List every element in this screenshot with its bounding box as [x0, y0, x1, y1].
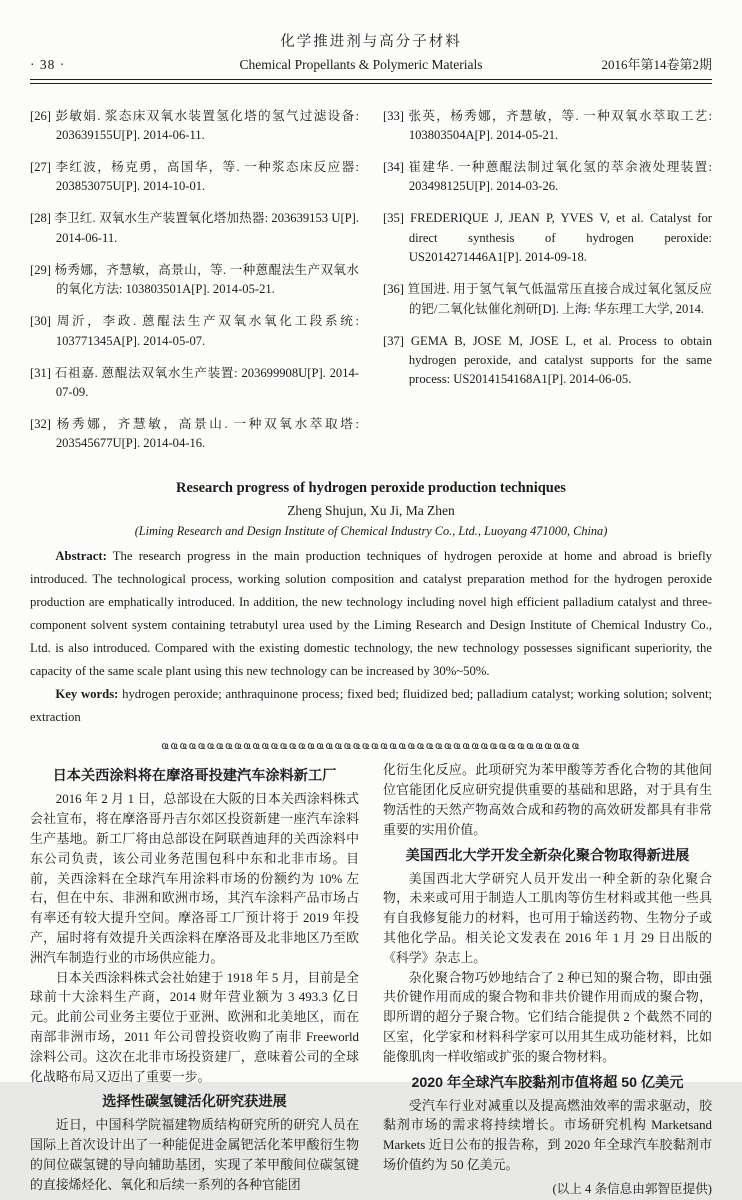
article-title-en: Research progress of hydrogen peroxide production techniques [176, 480, 566, 497]
news-credit-line: (以上 4 条信息由郭智臣提供) [552, 1181, 712, 1196]
keywords-label: Key words: [55, 687, 119, 702]
reference-item-36: [36] 笪国进. 用于氢气氧气低温常压直接合成过氧化氢反应的钯/二氧化钛催化剂研[D]. 上海: 华东理工大学, 2014. [383, 282, 712, 316]
news-headline-ch-bond-activation: 选择性碳氢键活化研究获进展 [102, 1094, 287, 1111]
news-paragraph: 2016 年 2 月 1 日，总部设在大阪的日本关西涂料株式会社宣布，将在摩洛哥丹吉尔郊区投资新建一座汽车涂料生产基地。新工厂将由总部设在阿联酋迪拜的关西涂料中东公司负责，该公司业务范围包科中东和北非市场。目前，关西涂料在全球汽车用涂料市场的份额约为 10% 左右，但在中东、非洲和欧洲市场，其汽车涂料产品市场占有率还有较大提升空间。摩洛哥工厂预计将于 2019 年投产，届时将有效提升关西涂料在摩洛哥及北非地区乃至欧洲汽车制造行业的市场供应能力。 [30, 792, 359, 965]
reference-item-33: [33] 张英，杨秀娜，齐慧敏，等. 一种双氧水萃取工艺: 103803504A[P]. 2014-05-21. [383, 108, 712, 142]
keywords-text: hydrogen peroxide; anthraquinone process; fixed bed; fluidized bed; palladium catalyst; working solution; solvent; extraction [30, 687, 712, 725]
reference-item-28: [28] 李卫红. 双氧水生产装置氧化塔加热器: 203639153 U[P]. 2014-06-11. [30, 211, 359, 245]
article-affiliation-en: (Liming Research and Design Institute of Chemical Industry Co., Ltd., Luoyang 471000, China) [134, 524, 608, 539]
journal-title-cn: 化学推进剂与高分子材料 [280, 34, 462, 50]
news-paragraph-continued: 化衍生化反应。此项研究为苯甲酸等芳香化合物的其他间位官能团化反应研究提供重要的基础和思路，对于具有生物活性的天然产物高效合成和药物的高效研发都具有非常重要的实用价值。 [383, 763, 712, 837]
references-right-column [383, 94, 712, 466]
reference-item-35: [35] FREDERIQUE J, JEAN P, YVES V, et al. Catalyst for direct synthesis of hydrogen peroxide: US2014271446A1[P]. 2014-09-18. [383, 211, 712, 265]
reference-item-32: [32] 杨秀娜，齐慧敏，高景山. 一种双氧水萃取塔: 203545677U[P]. 2014-04-16. [30, 417, 359, 451]
reference-item-37: [37] GEMA B, JOSE M, JOSE L, et al. Process to obtain hydrogen peroxide, and catalyst supports for the same process: US2014154168A1[P]. 2014-06-05. [383, 333, 712, 387]
page-number: · 38 · [30, 57, 66, 72]
references-section [30, 94, 712, 466]
header-divider [30, 79, 712, 84]
news-headline-adhesive-market: 2020 年全球汽车胶黏剂市值将超 50 亿美元 [411, 1074, 684, 1091]
news-headline-hybrid-polymer: 美国西北大学开发全新杂化聚合物取得新进展 [405, 847, 690, 864]
keywords-paragraph [30, 683, 712, 729]
reference-item-29: [29] 杨秀娜，齐慧敏，高景山，等. 一种蒽醌法生产双氧水的氧化方法: 103803501A[P]. 2014-05-21. [30, 262, 359, 297]
abstract-paragraph [30, 545, 712, 683]
issue-info: 2016年第14卷第2期 [601, 57, 712, 72]
news-paragraph: 受汽车行业对减重以及提高燃油效率的需求驱动，胶黏剂市场的需求将持续增长。市场研究机构 Marketsand Markets 近日公布的报告称，到 2020 年全球汽车胶黏剂市场价值约为 50 亿美元。 [383, 1098, 712, 1172]
news-section [30, 761, 712, 1199]
news-headline-kansai-paint: 日本关西涂料将在摩洛哥投建汽车涂料新工厂 [52, 768, 337, 785]
references-left-column [30, 94, 359, 466]
ornament-separator: ҩҩҩҩҩҩҩҩҩҩҩҩҩҩҩҩҩҩҩҩҩҩҩҩҩҩҩҩҩҩҩҩҩҩҩҩҩҩҩҩҩҩҩҩҩҩ [161, 739, 581, 753]
article-authors-en: Zheng Shujun, Xu Ji, Ma Zhen [287, 503, 455, 519]
news-paragraph: 近日，中国科学院福建物质结构研究所的研究人员在国际上首次设计出了一种能促进金属钯活化苯甲酸衍生物的间位碳氢键的导向辅助基团，实现了苯甲酸间位碳氢键的直接烯烃化、氧化和后续一系列的各种官能团 [30, 1118, 359, 1192]
journal-title-en: Chemical Propellants & Polymeric Materials [239, 57, 483, 72]
abstract-label: Abstract: [55, 549, 107, 564]
news-right-column [383, 761, 712, 1199]
english-abstract-block [30, 480, 712, 729]
reference-item-31: [31] 石祖嘉. 蒽醌法双氧水生产装置: 203699908U[P]. 2014-07-09. [30, 365, 359, 400]
page-header [30, 30, 712, 84]
news-paragraph: 美国西北大学研究人员开发出一种全新的杂化聚合物，未来或可用于制造人工肌肉等仿生材料或其他一些具有自我修复能力的材料，也可用于输送药物、生物分子或其他化学品。相关论文发表在 2016 年 1 月 29 日出版的《科学》杂志上。 [383, 871, 712, 965]
reference-item-27: [27] 李红波，杨克勇，高国华，等. 一种浆态床反应器: 203853075U[P]. 2014-10-01. [30, 160, 359, 194]
reference-item-26: [26] 彭敏娟. 浆态床双氧水装置氢化塔的氢气过滤设备: 203639155U[P]. 2014-06-11. [30, 108, 359, 142]
news-paragraph: 杂化聚合物巧妙地结合了 2 种已知的聚合物，即由强共价键作用而成的聚合物和非共价键作用而成的聚合物，即所谓的超分子聚合物。它们结合能提供 2 个截然不同的区室，化学家和材料科学家可以用其生成功能材料，比如能像肌肉一样收缩或扩张的聚合物材料。 [383, 970, 712, 1064]
abstract-text: The research progress in the main production techniques of hydrogen peroxide at home and abroad is briefly introduced. The technological process, working solution composition and catalyst preparation method for the hydrogen peroxide production are emphatically introduced. In addition, the new technology including novel high efficient palladium catalyst and three-component solvent system containing tetrabutyl urea used by the Liming Research and Design Institute of Chemical Industry Co., Ltd. is also introduced. Compared with the existing domestic technology, the new technology possesses significant superiority, the capacity of the same scale plant using this new technology can be increased by 30%~50%. [30, 549, 712, 679]
reference-item-34: [34] 崔建华. 一种蒽醌法制过氧化氢的萃余液处理装置: 203498125U[P]. 2014-03-26. [383, 160, 712, 194]
reference-item-30: [30] 周沂，李政. 蒽醌法生产双氧水氧化工段系统: 103771345A[P]. 2014-05-07. [30, 314, 359, 348]
news-left-column [30, 761, 359, 1199]
header-row [30, 54, 712, 73]
news-paragraph: 日本关西涂料株式会社始建于 1918 年 5 月，目前是全球前十大涂料生产商，2014 财年营业额为 3 493.3 亿日元。此前公司业务主要位于亚洲、欧洲和北美地区，而在南部非洲市场，2011 年公司曾投资收购了南非 Freeworld 涂料公司。这次在北非市场投资建厂，意味着公司的全球化战略布局又迈出了重要一步。 [30, 970, 359, 1084]
